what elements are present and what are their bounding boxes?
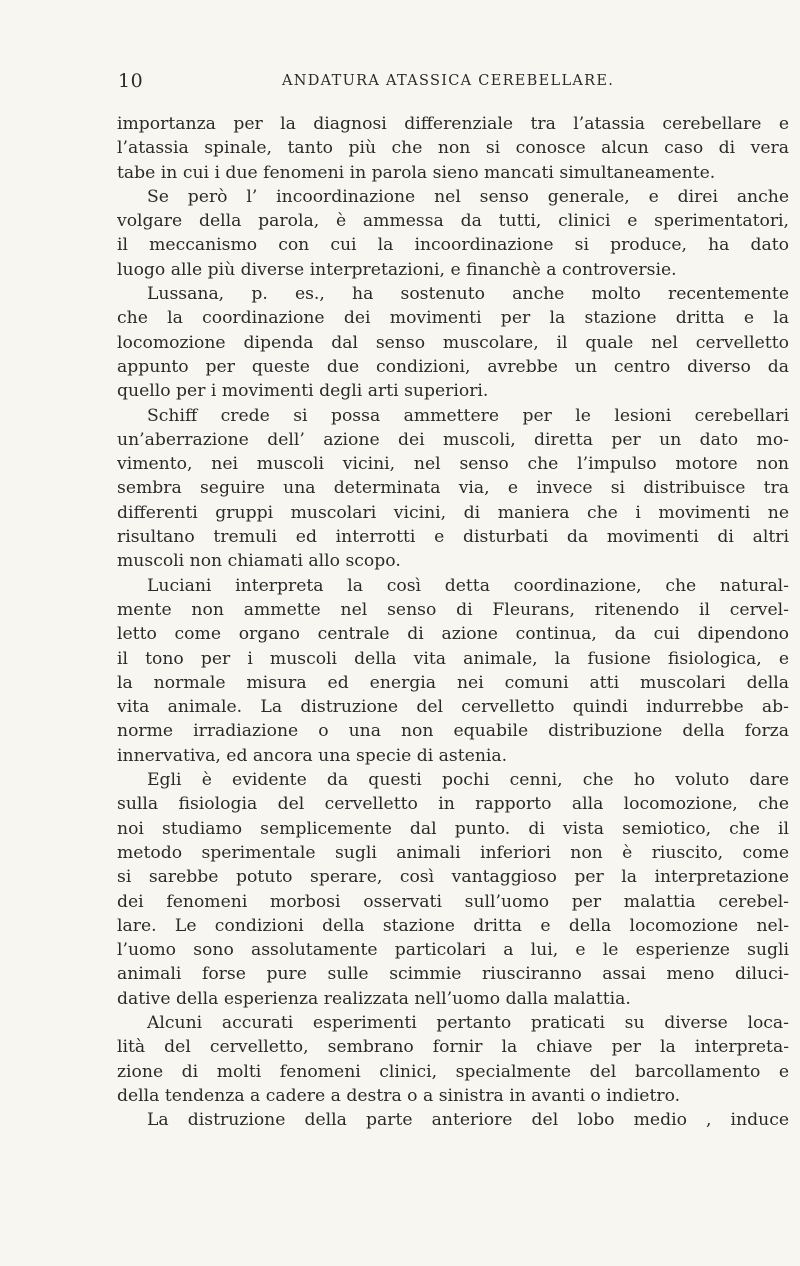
text-line: un’aberrazione dell’ azione dei muscoli, diretta per un dato mo- [117,429,789,450]
text-line: il meccanismo con cui la incoordinazione si produce, ha dato [117,235,789,256]
text-line: sulla fisiologia del cervelletto in rapporto alla locomozione, che [117,794,789,815]
body-text [117,112,789,1132]
text-line: innervativa, ed ancora una specie di astenia. [117,745,508,766]
text-line: il tono per i muscoli della vita animale, la fusione fisiologica, e [117,648,789,669]
text-line: volgare della parola, è ammessa da tutti, clinici e sperimentatori, [117,211,789,232]
page-number: 10 [118,70,144,92]
text-line: Se però l’ incoordinazione nel senso generale, e direi anche [147,186,789,207]
text-line: vimento, nei muscoli vicini, nel senso che l’impulso motore non [117,454,789,475]
text-line: La distruzione della parte anteriore del lobo medio , induce [147,1110,789,1131]
text-line: norme irradiazione o una non equabile distribuzione della forza [117,721,789,742]
text-line: lità del cervelletto, sembrano fornir la chiave per la interpreta- [117,1037,789,1058]
text-line: Egli è evidente da questi pochi cenni, che ho voluto dare [147,770,789,791]
text-line: differenti gruppi muscolari vicini, di maniera che i movimenti ne [117,502,789,523]
text-line: della tendenza a cadere a destra o a sinistra in avanti o indietro. [117,1085,681,1106]
text-line: importanza per la diagnosi differenziale tra l’atassia cerebellare e [117,114,789,134]
text-line: letto come organo centrale di azione continua, da cui dipendono [117,624,789,645]
text-line: mente non ammette nel senso di Fleurans, ritenendo il cervel- [117,599,789,620]
running-title: ANDATURA ATASSICA CEREBELLARE. [282,73,615,89]
text-line: Alcuni accurati esperimenti pertanto praticati su diverse loca- [147,1012,789,1033]
text-line: la normale misura ed energia nei comuni atti muscolari della [117,672,789,693]
text-line: l’atassia spinale, tanto più che non si conosce alcun caso di vera [117,138,789,159]
text-line: locomozione dipenda dal senso muscolare, il quale nel cervelletto [117,332,789,353]
text-line: appunto per queste due condizioni, avrebbe un centro diverso da [117,356,789,377]
text-line: che la coordinazione dei movimenti per la stazione dritta e la [117,308,789,329]
text-line: Lussana, p. es., ha sostenuto anche molto recentemente [147,284,789,305]
text-line: tabe in cui i due fenomeni in parola sieno mancati simultaneamente. [117,162,716,183]
text-line: quello per i movimenti degli arti superiori. [117,381,489,402]
text-line: noi studiamo semplicemente dal punto. di vista semiotico, che il [117,818,789,839]
running-head [118,70,718,96]
text-line: l’uomo sono assolutamente particolari a lui, e le esperienze sugli [117,940,789,961]
text-line: risultano tremuli ed interrotti e disturbati da movimenti di altri [117,527,789,548]
text-line: zione di molti fenomeni clinici, specialmente del barcollamento e [117,1061,789,1082]
text-line: dative della esperienza realizzata nell’uomo dalla malattia. [117,988,631,1009]
text-line: vita animale. La distruzione del cervelletto quindi indurrebbe ab- [117,697,789,718]
text-line: muscoli non chiamati allo scopo. [117,551,401,572]
text-line: lare. Le condizioni della stazione dritta e della locomozione nel- [117,915,789,936]
text-line: sembra seguire una determinata via, e invece si distribuisce tra [117,478,789,499]
text-line: metodo sperimentale sugli animali inferiori non è riuscito, come [117,842,789,863]
text-line: animali forse pure sulle scimmie riusciranno assai meno diluci- [117,964,789,985]
text-line: si sarebbe potuto sperare, così vantaggioso per la interpretazione [117,867,789,888]
text-line: Schiff crede si possa ammettere per le lesioni cerebellari [147,405,789,426]
text-line: Luciani interpreta la così detta coordinazione, che natural- [147,575,789,596]
text-line: dei fenomeni morbosi osservati sull’uomo per malattia cerebel- [117,891,789,912]
text-line: luogo alle più diverse interpretazioni, e financhè a controversie. [117,259,677,280]
